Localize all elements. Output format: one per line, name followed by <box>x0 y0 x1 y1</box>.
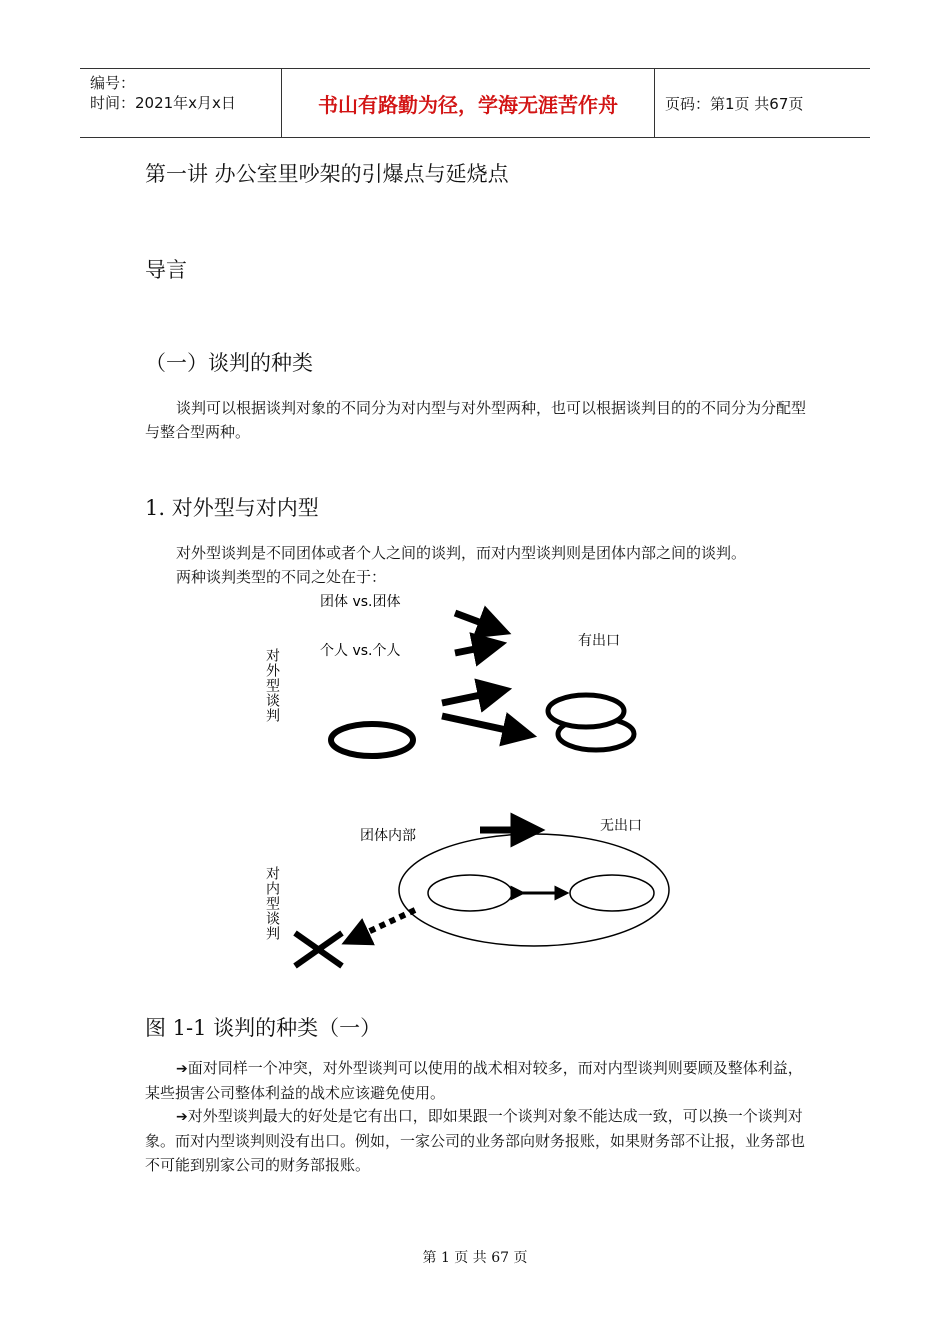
section-paragraph: 谈判可以根据谈判对象的不同分为对内型与对外型两种，也可以根据谈判目的的不同分为分配型与整合型两种。 <box>145 399 807 441</box>
figure-caption: 图 1-1 谈判的种类（一） <box>145 1016 382 1040</box>
inner-oval-left <box>428 875 512 911</box>
time-label: 时间：2021年x月x日 <box>90 94 236 112</box>
header-motto: 书山有路勤为径，学海无涯苦作舟 <box>281 69 655 137</box>
group-vs-group-label: 团体 vs.团体 <box>320 594 401 610</box>
number-label: 编号： <box>90 74 136 92</box>
arrow-4 <box>442 716 520 733</box>
exit-oval-front <box>548 695 624 727</box>
arrow-2 <box>455 646 490 653</box>
subsection-heading: 1. 对外型与对内型 <box>145 496 319 520</box>
has-exit-label: 有出口 <box>578 633 620 649</box>
inner-oval-right <box>570 875 654 911</box>
page-footer: 第 1 页 共 67 页 <box>422 1250 528 1266</box>
bullet-2 <box>145 1104 810 1177</box>
header-page-info: 页码：第1页 共67页 <box>665 94 804 113</box>
internal-label: 团体内部 <box>360 828 416 844</box>
intro-heading: 导言 <box>145 258 187 282</box>
bullet-1 <box>145 1056 810 1105</box>
left-oval <box>331 724 413 756</box>
arrow-1 <box>455 613 495 628</box>
negotiation-types-diagram <box>250 588 670 978</box>
lecture-title: 第一讲 办公室里吵架的引爆点与延烧点 <box>145 162 509 186</box>
dashed-arrow <box>355 910 415 938</box>
arrow-3 <box>442 692 495 703</box>
section-heading: （一）谈判的种类 <box>145 351 313 375</box>
arrow-bullet-icon: ➔ <box>176 1061 188 1077</box>
internal-side-label: 对内型谈判 <box>264 866 280 941</box>
page-header <box>80 68 870 138</box>
subsection-paragraph-line1: 对外型谈判是不同团体或者个人之间的谈判，而对内型谈判则是团体内部之间的谈判。 <box>176 544 747 562</box>
group-boundary <box>399 834 669 946</box>
arrow-bullet-icon: ➔ <box>176 1109 188 1125</box>
no-exit-label: 无出口 <box>600 818 642 834</box>
person-vs-person-label: 个人 vs.个人 <box>320 643 401 659</box>
bullet-2-text: 对外型谈判最大的好处是它有出口，即如果跟一个谈判对象不能达成一致，可以换一个谈判对象。而对内型谈判则没有出口。例如，一家公司的业务部向财务报账，如果财务部不让报，业务部也不可能到别家公司的财务部报账。 <box>145 1107 806 1174</box>
subsection-paragraph-line2: 两种谈判类型的不同之处在于： <box>176 568 387 586</box>
header-meta <box>80 69 281 137</box>
external-side-label: 对外型谈判 <box>264 648 280 723</box>
bullet-1-text: 面对同样一个冲突，对外型谈判可以使用的战术相对较多，而对内型谈判则要顾及整体利益，某些损害公司整体利益的战术应该避免使用。 <box>145 1059 803 1102</box>
